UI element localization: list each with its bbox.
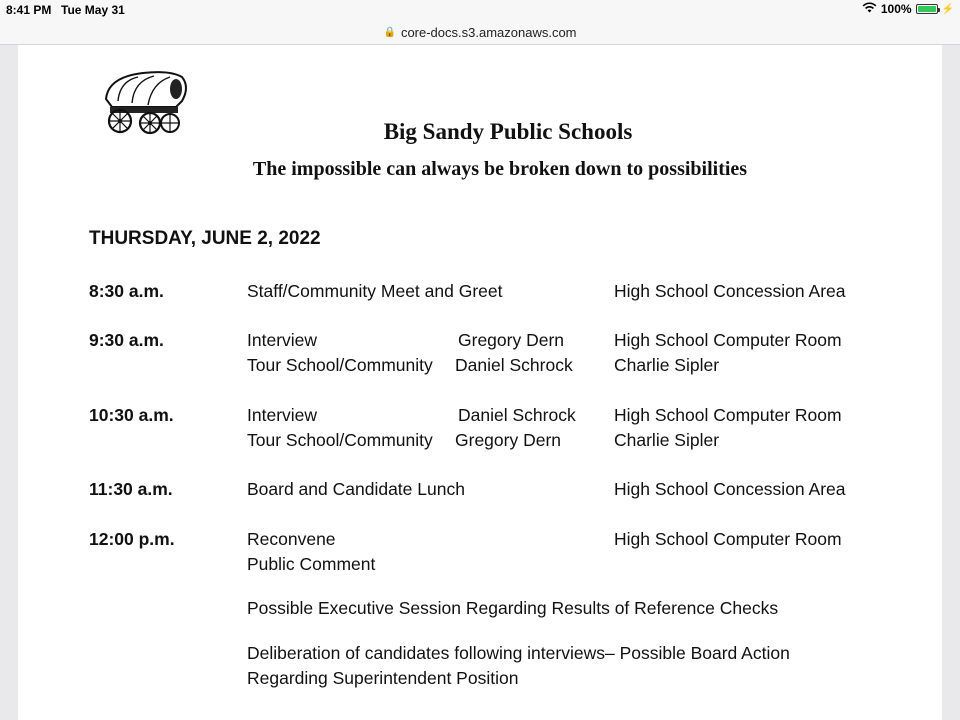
schedule-person: Daniel Schrock (458, 405, 576, 425)
address-bar[interactable] (0, 20, 960, 45)
schedule-location: High School Computer Room (614, 330, 842, 350)
schedule-person: Daniel Schrock (455, 355, 573, 375)
charging-icon: ⚡ (941, 3, 954, 15)
schedule-time: 8:30 a.m. (89, 281, 164, 301)
schedule-event: Tour School/Community (247, 430, 433, 450)
status-date: Tue May 31 (61, 3, 125, 17)
agenda-note: Regarding Superintendent Position (247, 668, 519, 688)
schedule-location: Charlie Sipler (614, 430, 720, 450)
schedule-time: 9:30 a.m. (89, 330, 164, 350)
schedule-event: Public Comment (247, 554, 376, 574)
battery-percentage: 100% (880, 2, 912, 16)
schedule-event: Staff/Community Meet and Greet (247, 281, 503, 301)
schedule-event: Board and Candidate Lunch (247, 479, 465, 499)
schedule-location: High School Computer Room (614, 405, 842, 425)
schedule-event: Tour School/Community (247, 355, 433, 375)
status-right (862, 2, 954, 16)
wifi-icon (862, 2, 877, 16)
schedule-time: 11:30 a.m. (89, 479, 173, 499)
date-heading: THURSDAY, JUNE 2, 2022 (89, 228, 321, 249)
agenda-note: Possible Executive Session Regarding Results of Reference Checks (247, 598, 779, 618)
document-page (18, 45, 942, 720)
agenda-note: Deliberation of candidates following interviews– Possible Board Action (247, 643, 790, 663)
schedule-event: Reconvene (247, 529, 336, 549)
schedule-location: High School Concession Area (614, 479, 846, 499)
schedule-event: Interview (247, 405, 318, 425)
school-motto: The impossible can always be broken down to possibilities (252, 158, 748, 180)
schedule-person: Gregory Dern (455, 430, 562, 450)
school-name: Big Sandy Public Schools (383, 119, 633, 144)
schedule-event: Interview (247, 330, 318, 350)
battery-icon (916, 4, 938, 14)
schedule-time: 10:30 a.m. (89, 405, 174, 425)
url-text[interactable]: core-docs.s3.amazonaws.com (400, 24, 577, 40)
battery-fill (918, 6, 936, 12)
schedule-person: Gregory Dern (458, 330, 565, 350)
lock-icon: 🔒 (383, 26, 396, 38)
schedule-location: Charlie Sipler (614, 355, 720, 375)
schedule-time: 12:00 p.m. (89, 529, 175, 549)
status-time: 8:41 PM (6, 3, 52, 17)
status-bar (0, 0, 960, 20)
schedule-location: High School Computer Room (614, 529, 842, 549)
schedule-location: High School Concession Area (614, 281, 846, 301)
